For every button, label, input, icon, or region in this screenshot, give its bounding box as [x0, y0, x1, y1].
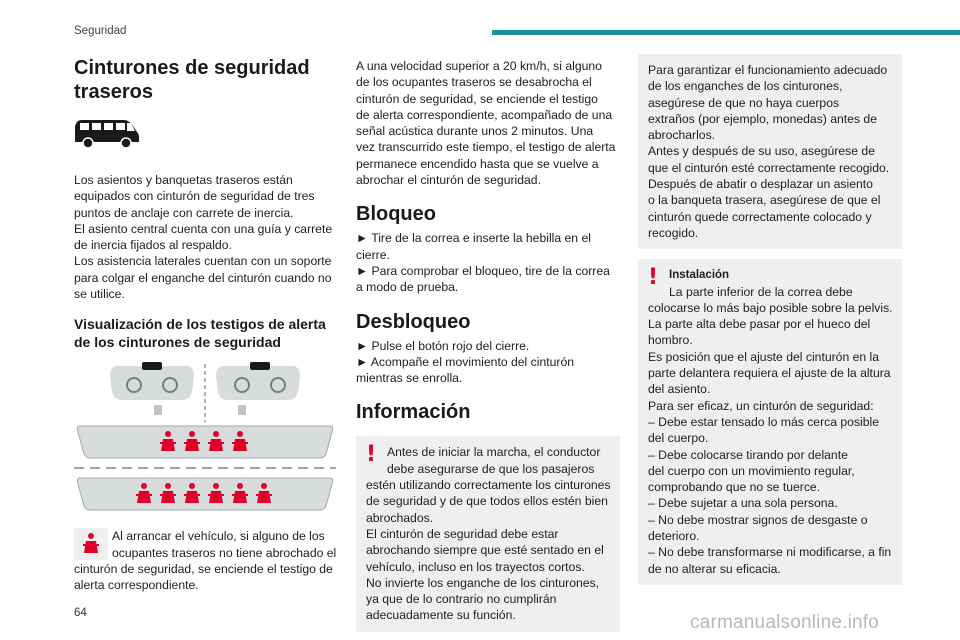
column-1 [74, 54, 336, 594]
column-2 [356, 54, 620, 632]
divider-dashed [74, 460, 336, 476]
warning-box: ! Antes de iniciar la marcha, el conductor debe asegurarse de que los pasajeros estén utilizando correctamente los cinturones de seguridad y de que todos ellos estén bien abrochados. El cinturón de seguridad debe estar abrochando siempre que esté sentado en el vehículo, incluso en los trayectos cortos. No invierte los enganche de los cinturones, ya que de lo contrario no cumplirán adecuadamente su función. [356, 436, 620, 631]
warning-exclamation-icon: ! [648, 265, 659, 291]
rearview-mirror-icon [216, 362, 300, 415]
installation-box: ! Instalación La parte inferior de la correa debe colocarse lo más bajo posible sobre la pelvis. La parte alta debe pasar por el hueco del hombro. Es posición que el ajuste del cinturón en la parte delantera requiera el ajuste de la altura del asiento. Para ser eficaz, un cinturón de seguridad: – Debe estar tensado lo más cerca posible del cuerpo. – Debe colocarse tirando por delante del cuerpo con un movimiento regular, comprobando que no se tuerce. – Debe sujetar a una sola persona. – No debe mostrar signos de desgaste o deterioro. – No debe transformarse ni modificarse, a fin de no alterar su eficacia. [638, 259, 902, 585]
speed-alert-text: A una velocidad superior a 20 km/h, si alguno de los ocupantes traseros se desabrocha el cinturón de seguridad, se enciende el testigo de alerta correspondiente, acompañado de una señal acústica durante unos 2 minutos. Una vez transcurrido este tiempo, el testigo de alerta permanece encendido hasta que se vuelve a abrochar el cinturón de seguridad. [356, 59, 616, 188]
informacion-heading: Información [356, 401, 471, 424]
section-title: Seguridad [74, 25, 127, 37]
page-title: Cinturones de seguridad traseros [74, 57, 310, 103]
alert-lights-subtitle: Visualización de los testigos de alerta de los cinturones de seguridad [74, 316, 326, 351]
header-accent-bar [492, 30, 960, 35]
column-3 [638, 54, 902, 585]
rearview-mirror-illustration [74, 362, 336, 424]
seatbelt-alert-panel-4 [74, 424, 336, 460]
seatbelt-alert-panel-6 [74, 476, 336, 512]
rearview-mirror-icon [110, 362, 194, 415]
watermark: carmanualsonline.info [690, 612, 880, 633]
desbloqueo-heading: Desbloqueo [356, 310, 471, 333]
desbloqueo-text: ► Pulse el botón rojo del cierre. ► Acompañe el movimiento del cinturón mientras se enrolla. [356, 338, 575, 386]
bloqueo-heading: Bloqueo [356, 203, 436, 226]
alert-text: Al arrancar el vehículo, si alguno de los ocupantes traseros no tiene abrochado el cinturón de seguridad, se enciende el testigo de alerta correspondiente. [74, 529, 337, 593]
bloqueo-text: ► Tire de la correa e inserte la hebilla en el cierre. ► Para comprobar el bloqueo, tire de la correa a modo de prueba. [356, 231, 610, 295]
intro-text: Los asientos y banquetas traseros están equipados con cinturón de seguridad de tres puntos de anclaje con carrete de inercia. El asiento central cuenta con una guía y carrete de inercia fijados al respaldo. Los asistencia laterales cuentan con un soporte para colgar el enganche del cinturón cuando no se utilice. [74, 173, 333, 302]
warning-exclamation-icon: ! [366, 442, 377, 468]
page-number: 64 [74, 607, 87, 619]
seatbelt-alert-icon [74, 528, 108, 560]
van-icon [74, 117, 140, 149]
note-box: Para garantizar el funcionamiento adecuado de los enganches de los cinturones, asegúrese de que no haya cuerpos extraños (por ejemplo, monedas) antes de abrocharlos. Antes y después de su uso, asegúrese de que el cinturón esté correctamente recogido. Después de abatir o desplazar un asiento o la banqueta trasera, asegúrese de que el cinturón quede correctamente colocado y recogido. [638, 54, 902, 249]
